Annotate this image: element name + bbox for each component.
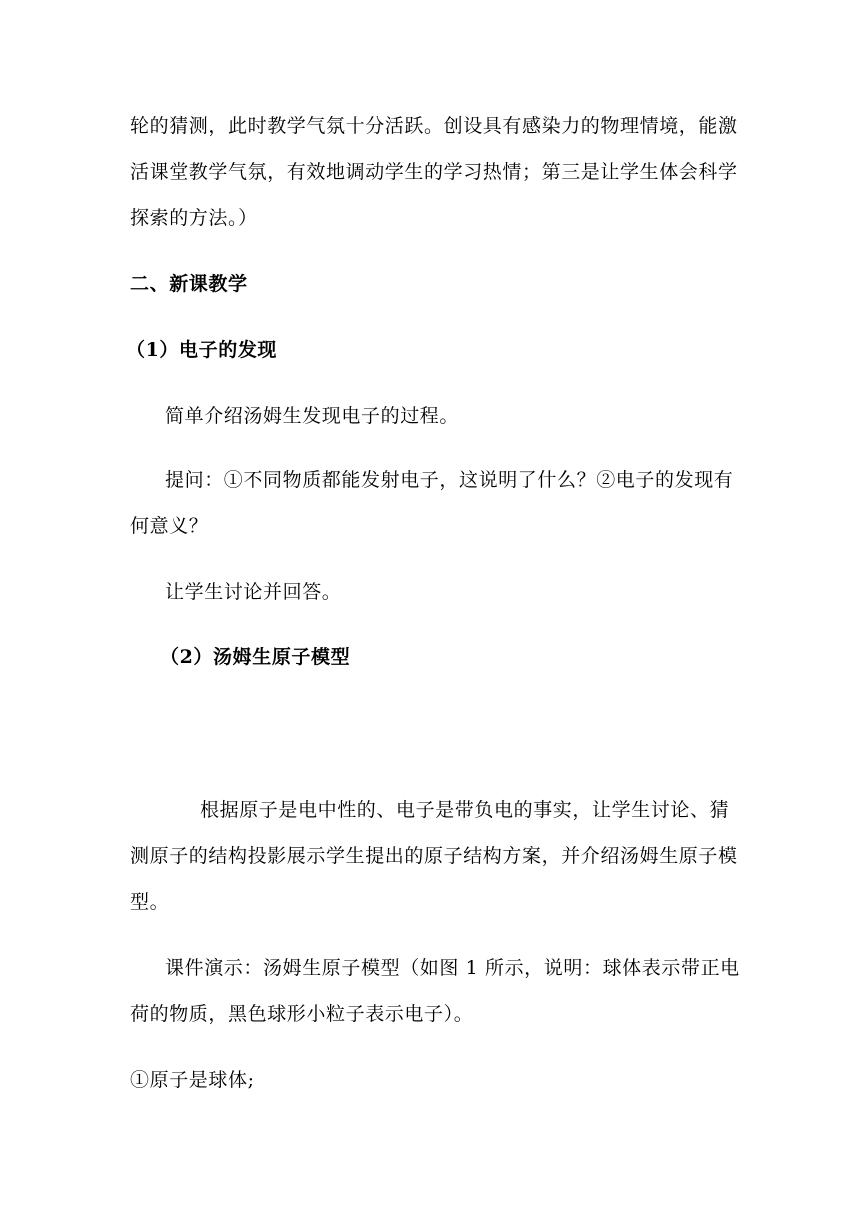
point-atom-sphere: ①原子是球体; <box>130 1069 255 1091</box>
sub-heading-thomson-model: （2）汤姆生原子模型 <box>160 646 351 668</box>
model-paragraph-line-3: 型。 <box>130 891 170 913</box>
courseware-line-1: 课件演示：汤姆生原子模型（如图 1 所示，说明：球体表示带正电 <box>165 957 740 979</box>
intro-line-2: 活课堂教学气氛，有效地调动学生的学习热情；第三是让学生体会科学 <box>130 161 738 183</box>
section-heading: 二、新课教学 <box>130 273 248 295</box>
paragraph-introduce-thomson: 简单介绍汤姆生发现电子的过程。 <box>165 405 460 427</box>
question-line-1: 提问：①不同物质都能发射电子，这说明了什么？②电子的发现有 <box>165 469 734 491</box>
intro-line-3: 探索的方法。） <box>130 207 258 229</box>
intro-line-1: 轮的猜测，此时教学气氛十分活跃。创设具有感染力的物理情境，能激 <box>130 115 738 137</box>
model-paragraph-line-2: 测原子的结构投影展示学生提出的原子结构方案，并介绍汤姆生原子模 <box>130 845 738 867</box>
model-paragraph-line-1: 根据原子是电中性的、电子是带负电的事实，让学生讨论、猜 <box>200 799 730 821</box>
paragraph-discuss: 让学生讨论并回答。 <box>165 581 342 603</box>
courseware-line-2: 荷的物质，黑色球形小粒子表示电子）。 <box>130 1003 474 1025</box>
question-line-2: 何意义？ <box>130 515 209 537</box>
sub-heading-electron-discovery: （1）电子的发现 <box>126 339 278 361</box>
